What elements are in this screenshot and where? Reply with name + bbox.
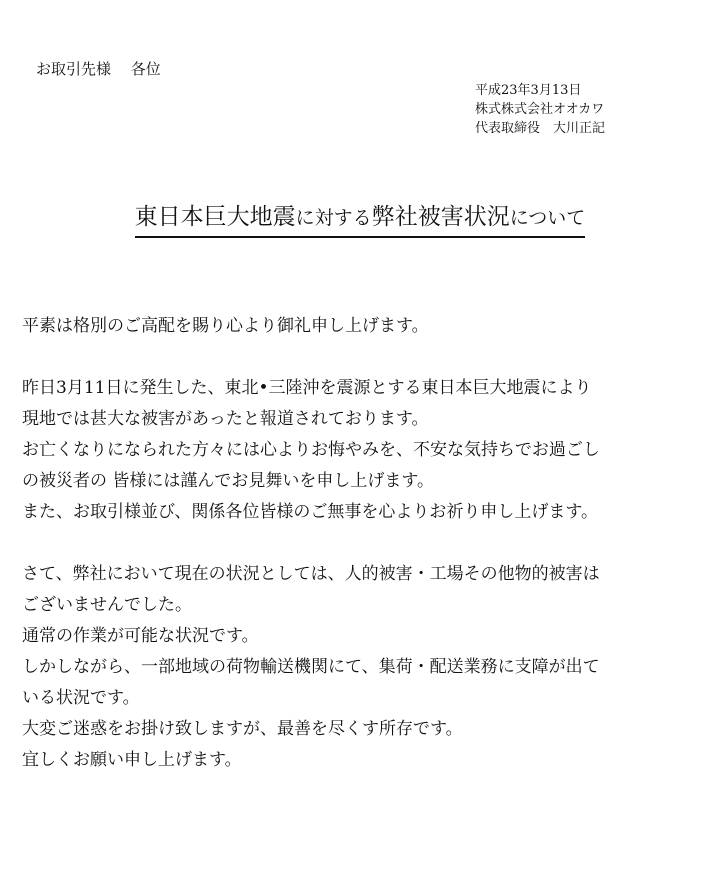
paragraph-gap (22, 342, 712, 373)
title-part-1: 東日本巨大地震 (134, 204, 296, 230)
body-line: しかしながら、一部地域の荷物輸送機関にて、集荷・配送業務に支障が出て (22, 657, 600, 677)
body-line: 大変ご迷惑をお掛け致しますが、最善を尽くす所存です。 (22, 719, 463, 739)
body-line: 平素は格別のご高配を賜り心より御礼申し上げます。 (22, 316, 429, 336)
title-underlined (135, 200, 586, 238)
body-line: 宜しくお願い申し上げます。 (22, 750, 242, 770)
letter-date: 平成23年3月13日 (475, 83, 582, 98)
letter-body (22, 311, 712, 776)
body-line: 通常の作業が可能な状況です。 (22, 626, 259, 646)
letter-title (0, 200, 720, 238)
body-line: 現地では甚大な被害があったと報道されております。 (22, 409, 429, 429)
body-line: お亡くなりになられた方々には心よりお悔やみを、不安な気持ちでお過ごし (22, 440, 600, 460)
body-line: ございませんでした。 (22, 595, 192, 615)
addressee: お取引先様 各位 (36, 60, 161, 78)
body-line: さて、弊社において現在の状況としては、人的被害・工場その他物的被害は (22, 564, 600, 584)
body-line: また、お取引様並び、関係各位皆様のご無事を心よりお祈り申し上げます。 (22, 502, 598, 522)
sender-block (475, 81, 605, 138)
title-part-3: 弊社被害状況 (371, 204, 510, 230)
title-part-2: に対する (295, 207, 372, 229)
body-line: の被災者の 皆様には謹んでお見舞いを申し上げます。 (22, 471, 435, 491)
company-name: 株式株式会社オオカワ (475, 102, 605, 117)
paragraph-gap (22, 528, 712, 559)
representative-name: 代表取締役 大川正記 (475, 121, 606, 136)
body-line: 昨日3月11日に発生した、東北•三陸沖を震源とする東日本巨大地震により (22, 378, 592, 398)
body-line: いる状況です。 (22, 688, 140, 708)
title-part-4: について (509, 207, 586, 229)
